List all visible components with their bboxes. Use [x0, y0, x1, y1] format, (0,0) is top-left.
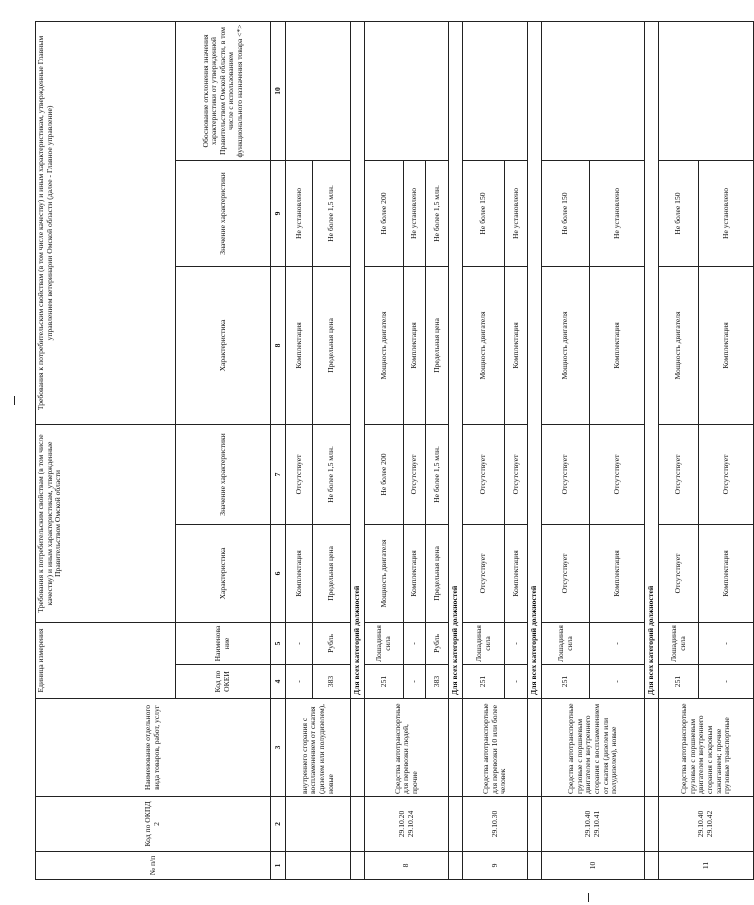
row-okei: - [286, 665, 313, 699]
col-number: 4 [271, 665, 286, 699]
row-name: Средства автотранспортные для перевозки 10 или более человек [463, 699, 528, 797]
row-value: Отсутствует [542, 424, 590, 524]
header-agency-group: Требования к потребительским свойствам (в том числе качеству) и иным характеристикам, утвержденные Главным управлением ветеринарии Омской области (далее - Главное управление) [36, 21, 176, 424]
col-number: 9 [271, 160, 286, 266]
row-name: Средства автотранспортные грузовые с поршневым двигателем внутреннего сгорания с воспламенением от сжатия (дизелем или полудизелем), новые [542, 699, 645, 797]
row-unit: Рубль [426, 622, 449, 664]
row-unit: - [699, 622, 754, 664]
row-okpd: 29.10.30 [463, 797, 528, 852]
row-cell [645, 852, 659, 880]
category-banner: Для всех категорий должностей [645, 21, 659, 698]
row-characteristic: Предельная цена [313, 524, 351, 622]
row-value: Отсутствует [590, 424, 645, 524]
header-no: № п/п [36, 852, 271, 880]
row-value-2: Не установлено [286, 160, 313, 266]
row-characteristic-2: Мощность двигателя [659, 266, 699, 424]
header-unit-group: Единица измерения [36, 622, 176, 698]
row-okei: - [505, 665, 528, 699]
header-okpd: Код по ОКПД 2 [36, 797, 271, 852]
row-unit: - [286, 622, 313, 664]
header-justification: Обоснование отклонения значения характеристики от утвержденной Правительством Омской области, в том числе с использованием функционального назначения товара <*> [176, 21, 271, 160]
row-value: Отсутствует [286, 424, 313, 524]
row-justification [286, 21, 351, 160]
row-value: Отсутствует [505, 424, 528, 524]
col-number: 6 [271, 524, 286, 622]
row-okpd: 29.10.20 29.10.24 [365, 797, 449, 852]
scan-mark-left [14, 396, 15, 405]
row-value-2: Не более 150 [463, 160, 505, 266]
row-value-2: Не более 1,5 млн. [313, 160, 351, 266]
row-value-2: Не установлено [505, 160, 528, 266]
row-value-2: Не установлено [404, 160, 426, 266]
row-characteristic: Комплектация [404, 524, 426, 622]
row-unit: - [590, 622, 645, 664]
row-value-2: Не более 150 [659, 160, 699, 266]
scan-mark-bottom [588, 893, 589, 902]
row-cell [449, 699, 463, 797]
row-value-2: Не более 150 [542, 160, 590, 266]
row-okei: - [699, 665, 754, 699]
row-okei: 251 [542, 665, 590, 699]
row-okei: 251 [365, 665, 404, 699]
row-name-cont: внутреннего сгорания с воспламенением от сжатия (дизелем или полудизелем), новые [286, 699, 351, 797]
header-characteristic-2: Характеристика [176, 266, 271, 424]
header-okei: Код по ОКЕИ [176, 665, 271, 699]
row-okpd: 29.10.40 29.10.42 [659, 797, 754, 852]
row-characteristic-2: Мощность двигателя [463, 266, 505, 424]
row-characteristic: Комплектация [286, 524, 313, 622]
row-unit: - [505, 622, 528, 664]
row-unit: Лошадиная сила [659, 622, 699, 664]
row-number: 8 [365, 852, 449, 880]
row-value-2: Не более 200 [365, 160, 404, 266]
header-characteristic: Характеристика [176, 524, 271, 622]
row-characteristic-2: Мощность двигателя [365, 266, 404, 424]
category-banner: Для всех категорий должностей [351, 21, 365, 698]
row-cell [351, 699, 365, 797]
col-number: 3 [271, 699, 286, 797]
row-unit: Лошадиная сила [365, 622, 404, 664]
row-okei: 251 [659, 665, 699, 699]
row-characteristic: Комплектация [699, 524, 754, 622]
row-characteristic: Отсутствует [659, 524, 699, 622]
row-characteristic-2: Предельная цена [426, 266, 449, 424]
row-cell [449, 852, 463, 880]
row-characteristic-2: Комплектация [505, 266, 528, 424]
requirements-table [35, 21, 754, 880]
row-okei: 251 [463, 665, 505, 699]
col-number: 7 [271, 424, 286, 524]
row-unit: Лошадиная сила [463, 622, 505, 664]
row-okei: - [404, 665, 426, 699]
row-value-2: Не более 1,5 млн. [426, 160, 449, 266]
category-banner: Для всех категорий должностей [528, 21, 542, 698]
row-characteristic-2: Предельная цена [313, 266, 351, 424]
row-value: Отсутствует [404, 424, 426, 524]
row-number: 10 [542, 852, 645, 880]
row-characteristic-2: Комплектация [699, 266, 754, 424]
row-cell [528, 852, 542, 880]
row-value: Отсутствует [699, 424, 754, 524]
row-okpd: 29.10.40 29.10.41 [542, 797, 645, 852]
row-number: 11 [659, 852, 754, 880]
row-cell [286, 797, 351, 852]
row-characteristic: Отсутствует [542, 524, 590, 622]
row-number: 9 [463, 852, 528, 880]
row-cell [528, 699, 542, 797]
row-value-2: Не установлено [590, 160, 645, 266]
row-justification [659, 21, 754, 160]
row-characteristic-2: Мощность двигателя [542, 266, 590, 424]
row-value: Не более 1,5 млн. [313, 424, 351, 524]
row-characteristic: Предельная цена [426, 524, 449, 622]
row-value: Не более 200 [365, 424, 404, 524]
row-value: Отсутствует [463, 424, 505, 524]
col-number: 8 [271, 266, 286, 424]
header-value-2: Значение характеристики [176, 160, 271, 266]
category-banner: Для всех категорий должностей [449, 21, 463, 698]
row-okei: - [590, 665, 645, 699]
col-number: 10 [271, 21, 286, 160]
col-number: 2 [271, 797, 286, 852]
row-okei: 383 [426, 665, 449, 699]
row-unit: Рубль [313, 622, 351, 664]
row-cell [645, 699, 659, 797]
row-name: Средства автотранспортные для перевозки людей, прочие [365, 699, 449, 797]
row-characteristic: Мощность двигателя [365, 524, 404, 622]
rotated-table-container [35, 10, 732, 880]
row-characteristic: Комплектация [505, 524, 528, 622]
header-unit: Наименова ние [176, 622, 271, 664]
row-cell [286, 852, 351, 880]
row-value-2: Не установлено [699, 160, 754, 266]
header-name: Наименование отдельного вида товаров, работ, услуг [36, 699, 271, 797]
row-name: Средства автотранспортные грузовые с поршневым двигателем внутреннего сгорания с искровым зажиганием; прочие грузовые транспортные [659, 699, 754, 797]
row-cell [645, 797, 659, 852]
header-regulation-group: Требования к потребительским свойствам (в том числе качеству) и иным характеристикам, утвержденные Правительством Омской области [36, 424, 176, 622]
row-cell [351, 797, 365, 852]
row-characteristic-2: Комплектация [286, 266, 313, 424]
row-okei: 383 [313, 665, 351, 699]
row-unit: Лошадиная сила [542, 622, 590, 664]
row-cell [351, 852, 365, 880]
row-cell [528, 797, 542, 852]
row-value: Не более 1,5 млн. [426, 424, 449, 524]
header-value: Значение характеристики [176, 424, 271, 524]
row-unit: - [404, 622, 426, 664]
row-value: Отсутствует [659, 424, 699, 524]
row-justification [463, 21, 528, 160]
col-number: 1 [271, 852, 286, 880]
row-characteristic: Отсутствует [463, 524, 505, 622]
col-number: 5 [271, 622, 286, 664]
row-cell [449, 797, 463, 852]
row-justification [542, 21, 645, 160]
row-characteristic-2: Комплектация [404, 266, 426, 424]
row-characteristic-2: Комплектация [590, 266, 645, 424]
row-characteristic: Комплектация [590, 524, 645, 622]
row-justification [365, 21, 449, 160]
